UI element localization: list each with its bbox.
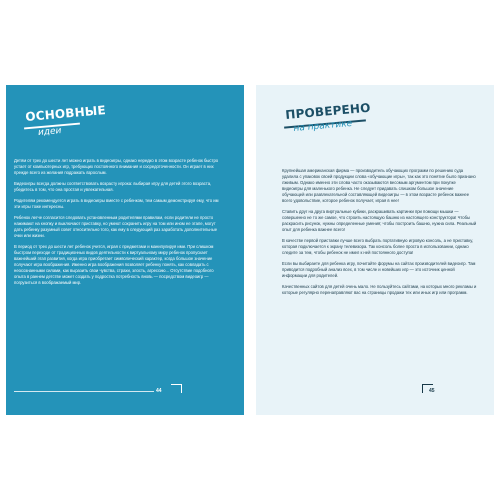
left-paragraph-3: Родителям рекомендуется играть в видеоигры вместе с ребенком, тем самым демонстрируя ему, что им эти игры тоже интересны. — [14, 198, 219, 209]
left-paragraph-2: Видеоигры всегда должны соответствовать возрасту игрока: выбирая игру для детей этого возраста, убедитесь в том, что она простая и увлекательная. — [14, 181, 212, 192]
right-page-subtitle: на практике — [293, 118, 353, 134]
right-paragraph-4: Если вы выбираете для ребенка игру, почитайте форумы на сайтах производителей видеоигр. Там приводится подробный анализ всех, в том числе и новейших игр — это источник ценной информации для родителей. — [282, 261, 476, 278]
right-page-body — [282, 168, 477, 301]
left-paragraph-5: В период от трех до шести лет ребенок учится, играя с предметами и манипулируя ими. При слишком быстром переходе от традиционных видов деятельности к виртуальному миру ребенок пропускает важнейший этап развития, когда игра приобретает символический характер, когда большое значение получают игра воображения. Именно игра воображения позволяет ребенку понять, как совладать с неосознанными силами, как выразить свои чувства, страхи, злость, агрессию... Отсутствие подобного опыта в раннем детстве может создать у подростка потребность вновь — посредством видеоигр — погрузиться в воображаемый мир. — [14, 244, 214, 285]
right-page-title: ПРОВЕРЕНО — [284, 100, 372, 122]
left-page-body — [14, 158, 219, 291]
left-page-title: ОСНОВНЫЕ — [24, 103, 107, 124]
left-page-number: 44 — [156, 388, 162, 394]
right-page-number: 45 — [429, 388, 435, 394]
left-footer-line — [14, 391, 154, 392]
right-paragraph-1: Крупнейшая американская фирма — производитель обучающих программ по решению суда удалила с упаковок своей продукции слова «обучающие игры», так как это понятие было признано лживым. Однако именно эти слова часто оказываются весомым аргументом при покупке видеоигры для маленького ребенка. Не следует придавать слишком большое значение обучающей или развлекательной составляющей видеоигры — в этом возрасте ребенок важнее всего удовольствие, которое ребенок получает, играя в нее! — [282, 168, 476, 203]
left-footer-bracket — [171, 384, 182, 393]
left-paragraph-4: Ребенок легче согласится следовать установленным родителями правилам, если родители не просто нажимают на кнопку и выключают приставку, но умеют сохранить игру на том или ином ее этапе, могут дать ребенку разумный совет относительно того, как ему в следующий раз заработать дополнительные очки или жизни. — [14, 215, 218, 238]
right-page — [256, 85, 494, 415]
left-page-subtitle: идеи — [37, 125, 62, 139]
right-paragraph-3: В качестве первой приставки лучше всего выбрать портативную игровую консоль, а не приставку, которая подключается к экрану телевизора. Так консоль более проста в использовании, однако следите за тем, чтобы ребенок не имел к ней постоянного доступа! — [282, 238, 474, 255]
left-page — [6, 85, 244, 415]
right-paragraph-5: Качественных сайтов для детей очень мало. Не пользуйтесь сайтами, на которых много рекламы и которые регулярно перенаправляют вас на страницы продажи тех или иных игр или программ. — [282, 284, 477, 295]
right-paragraph-2: Ставить друг на друга виртуальные кубики, раскрашивать картинки при помощи мышки — совершенно не то же самое, что строить настоящую башню из настоящего конструктора! Чтобы раскрасить рисунок, нужны определенные умения; чтобы построить башню, нужна сила. Реальный опыт для ребенка важнее всего! — [282, 209, 477, 232]
left-paragraph-1: Детям от трех до шести лет можно играть в видеоигры, однако нередко в этом возрасте ребенок быстро устает от компьютерных игр, требующих постоянного внимания и сосредоточенности. Он играет в них прежде всего из желания подражать взрослым. — [14, 158, 219, 175]
